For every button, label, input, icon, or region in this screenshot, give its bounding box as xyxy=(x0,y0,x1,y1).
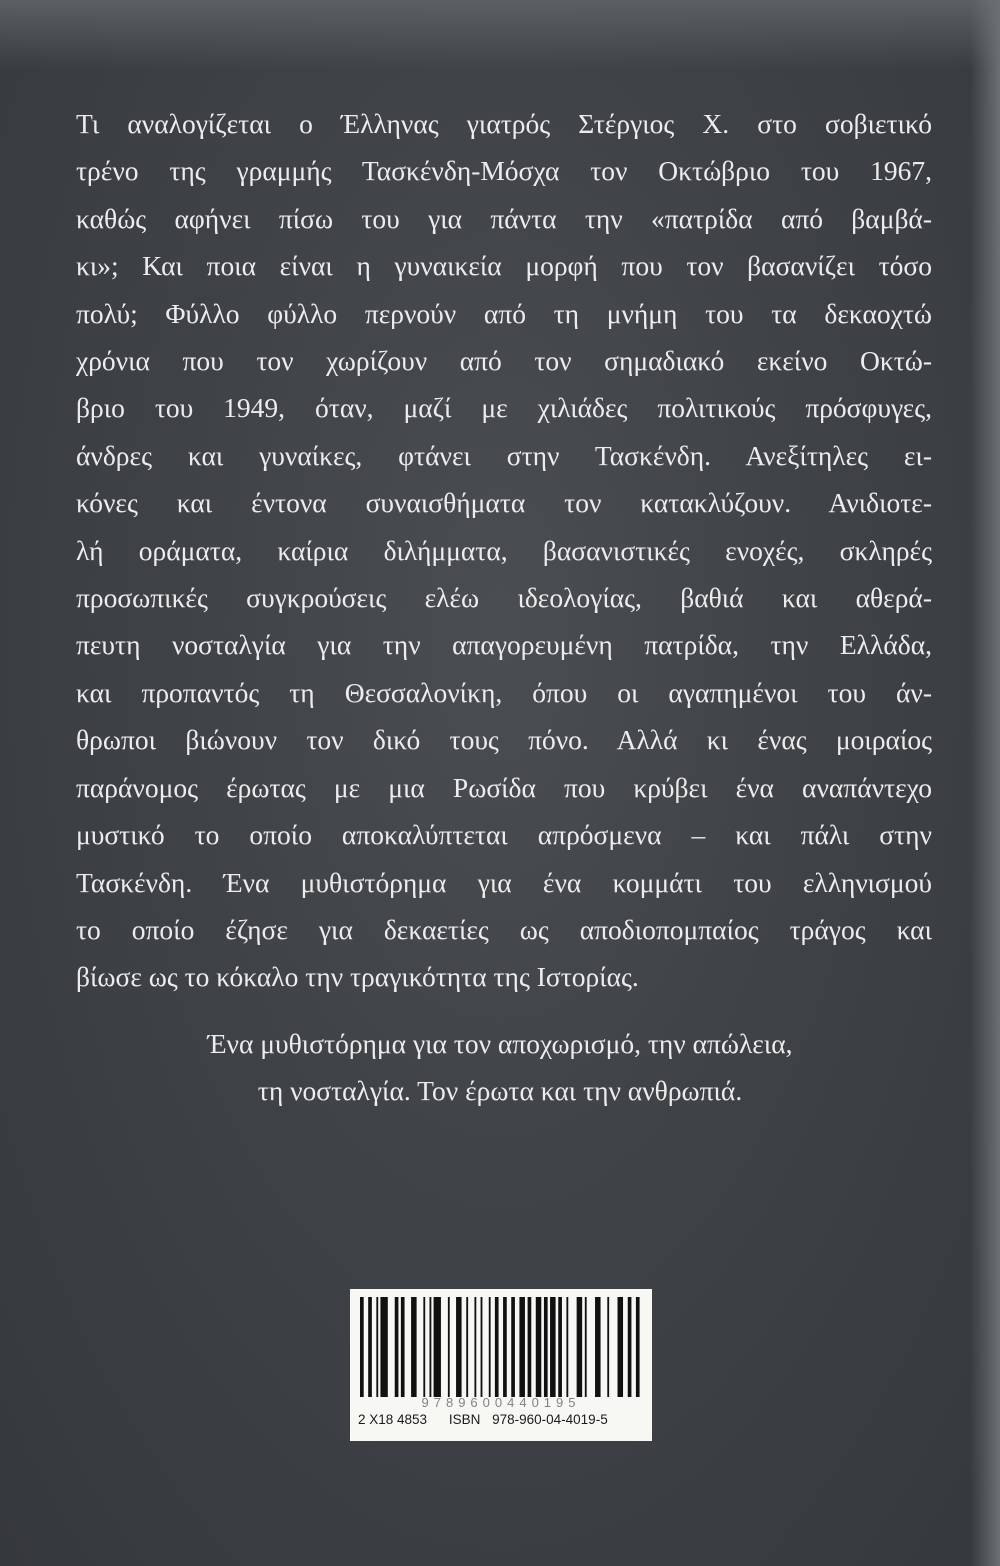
blurb-line: Τι αναλογίζεται ο Έλληνας γιατρός Στέργιος Χ. στο σοβιετικό xyxy=(76,108,932,139)
blurb-line: τρένο της γραμμής Τασκένδη-Μόσχα τον Οκτώβριο του 1967, xyxy=(76,155,932,187)
blurb-line: το οποίο έζησε για δεκαετίες ως αποδιοπομπαίος τράγος και xyxy=(76,913,932,945)
blurb-paragraph xyxy=(76,100,932,1001)
blurb-line: πευτη νοσταλγία για την απαγορευμένη πατρίδα, την Ελλάδα, xyxy=(76,629,932,661)
blurb-line: πολύ; Φύλλο φύλλο περνούν από τη μνήμη του τα δεκαοχτώ xyxy=(76,297,932,329)
blurb-line: Τασκένδη. Ένα μυθιστόρημα για ένα κομμάτι του ελληνισμού xyxy=(76,866,932,898)
isbn-number: 978-960-04-4019-5 xyxy=(492,1412,608,1427)
blurb-line: θρωποι βιώνουν τον δικό τους πόνο. Αλλά κι ένας μοιραίος xyxy=(76,724,932,756)
blurb-line: βριο του 1949, όταν, μαζί με χιλιάδες πολιτικούς πρόσφυγες, xyxy=(76,392,932,424)
blurb-line: λή οράματα, καίρια διλήμματα, βασανιστικές ενοχές, σκληρές xyxy=(76,534,932,566)
tagline-line-2: τη νοσταλγία. Τον έρωτα και την ανθρωπιά. xyxy=(257,1075,743,1106)
blurb-line: καθώς αφήνει πίσω του για πάντα την «πατρίδα από βαμβά- xyxy=(76,202,932,234)
tagline-line-1: Ένα μυθιστόρημα για τον αποχωρισμό, την απώλεια, xyxy=(207,1028,793,1059)
barcode-digits: 9789600440195 xyxy=(421,1395,581,1410)
blurb-line: κι»; Και ποια είναι η γυναικεία μορφή που τον βασανίζει τόσο xyxy=(76,250,932,282)
barcode-icon xyxy=(358,1297,642,1411)
product-code: 2 X18 4853 xyxy=(358,1412,428,1427)
blurb-line: μυστικό το οποίο αποκαλύπτεται απρόσμενα – και πάλι στην xyxy=(76,819,932,851)
blurb-line: χρόνια που τον χωρίζουν από τον σημαδιακό εκείνο Οκτώ- xyxy=(76,345,932,377)
blurb-line: παράνομος έρωτας με μια Ρωσίδα που κρύβει ένα αναπάντεχο xyxy=(76,771,932,803)
isbn-label: ISBN xyxy=(448,1412,481,1427)
tagline xyxy=(0,1020,1000,1114)
blurb-line: και προπαντός τη Θεσσαλονίκη, όπου οι αγαπημένοι του άν- xyxy=(76,676,932,708)
blurb-line: άνδρες και γυναίκες, φτάνει στην Τασκένδη. Ανεξίτηλες ει- xyxy=(76,439,932,471)
barcode-label xyxy=(350,1289,652,1441)
blurb-line: βίωσε ως το κόκαλο την τραγικότητα της Ιστορίας. xyxy=(76,961,639,993)
barcode-caption xyxy=(358,1412,646,1427)
blurb-line: προσωπικές συγκρούσεις ελέω ιδεολογίας, βαθιά και αθερά- xyxy=(76,582,932,614)
blurb-line: κόνες και έντονα συναισθήματα τον κατακλύζουν. Ανιδιοτε- xyxy=(76,487,932,519)
